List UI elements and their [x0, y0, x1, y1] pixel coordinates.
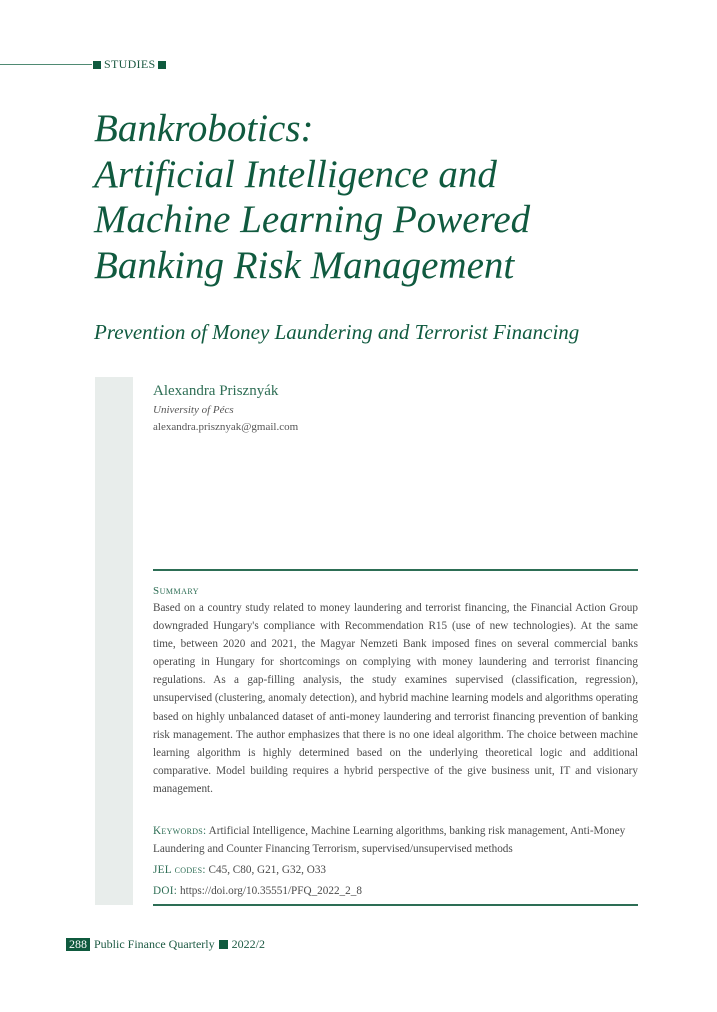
author-name: Alexandra Prisznyák	[153, 383, 279, 399]
title-line: Bankrobotics:	[94, 107, 314, 150]
square-bullet-icon	[158, 61, 166, 69]
page-number: 288	[66, 938, 90, 951]
section-rule	[0, 64, 92, 65]
meta-block	[153, 822, 638, 900]
meta-bottom-rule	[153, 904, 638, 906]
title-line: Artificial Intelligence and	[94, 152, 497, 196]
author-email[interactable]: alexandra.prisznyak@gmail.com	[153, 421, 299, 433]
section-label-text: STUDIES	[104, 57, 156, 71]
author-block	[153, 382, 298, 433]
doi-link[interactable]: https://doi.org/10.35551/PFQ_2022_2_8	[180, 885, 362, 897]
article-title	[94, 106, 530, 288]
square-bullet-icon	[93, 61, 101, 69]
keywords-label: Keywords:	[153, 825, 207, 837]
keywords-value: Artificial Intelligence, Machine Learning algorithms, banking risk management, Anti-Money Laundering and Counter Financing Terrorism, supervised/unsupervised methods	[153, 825, 626, 855]
page-footer	[66, 937, 265, 952]
title-line: Machine Learning Powered	[94, 198, 531, 241]
summary-top-rule	[153, 569, 638, 571]
title-line: Banking Risk Management	[94, 243, 515, 287]
summary-heading: Summary	[153, 585, 200, 597]
jel-value: C45, C80, G21, G32, O33	[208, 864, 327, 876]
jel-label: JEL codes:	[153, 864, 206, 876]
doi-line	[153, 882, 638, 900]
section-label	[93, 57, 166, 72]
square-bullet-icon	[219, 940, 228, 949]
journal-name: Public Finance Quarterly	[94, 937, 215, 951]
jel-line	[153, 861, 638, 879]
author-affiliation: University of Pécs	[153, 404, 234, 416]
keywords-line	[153, 822, 638, 858]
sidebar-decoration	[95, 377, 133, 905]
article-subtitle: Prevention of Money Laundering and Terrorist Financing	[94, 320, 580, 344]
journal-issue: 2022/2	[231, 937, 265, 951]
summary-text: Based on a country study related to money laundering and terrorist financing, the Financial Action Group downgraded Hungary's compliance with Recommendation R15 (use of new technologies). At the same time, between 2020 and 2021, the Magyar Nemzeti Bank imposed fines on several commercial banks operating in Hungary for shortcomings on complying with money laundering and terrorist financing regulations. As a gap-filling analysis, the study examines supervised (classification, regression), unsupervised (clustering, anomaly detection), and hybrid machine learning models and algorithms operating based on highly unbalanced dataset of anti-money laundering and terrorist financing prevention of banking risk management. The author emphasizes that there is no one ideal algorithm. The choice between machine learning algorithm is highly determined based on the underlying theoretical logic and additional comparative. Model building requires a hybrid perspective of the give business unit, IT and visionary management.	[153, 602, 638, 795]
doi-label: DOI:	[153, 885, 178, 897]
